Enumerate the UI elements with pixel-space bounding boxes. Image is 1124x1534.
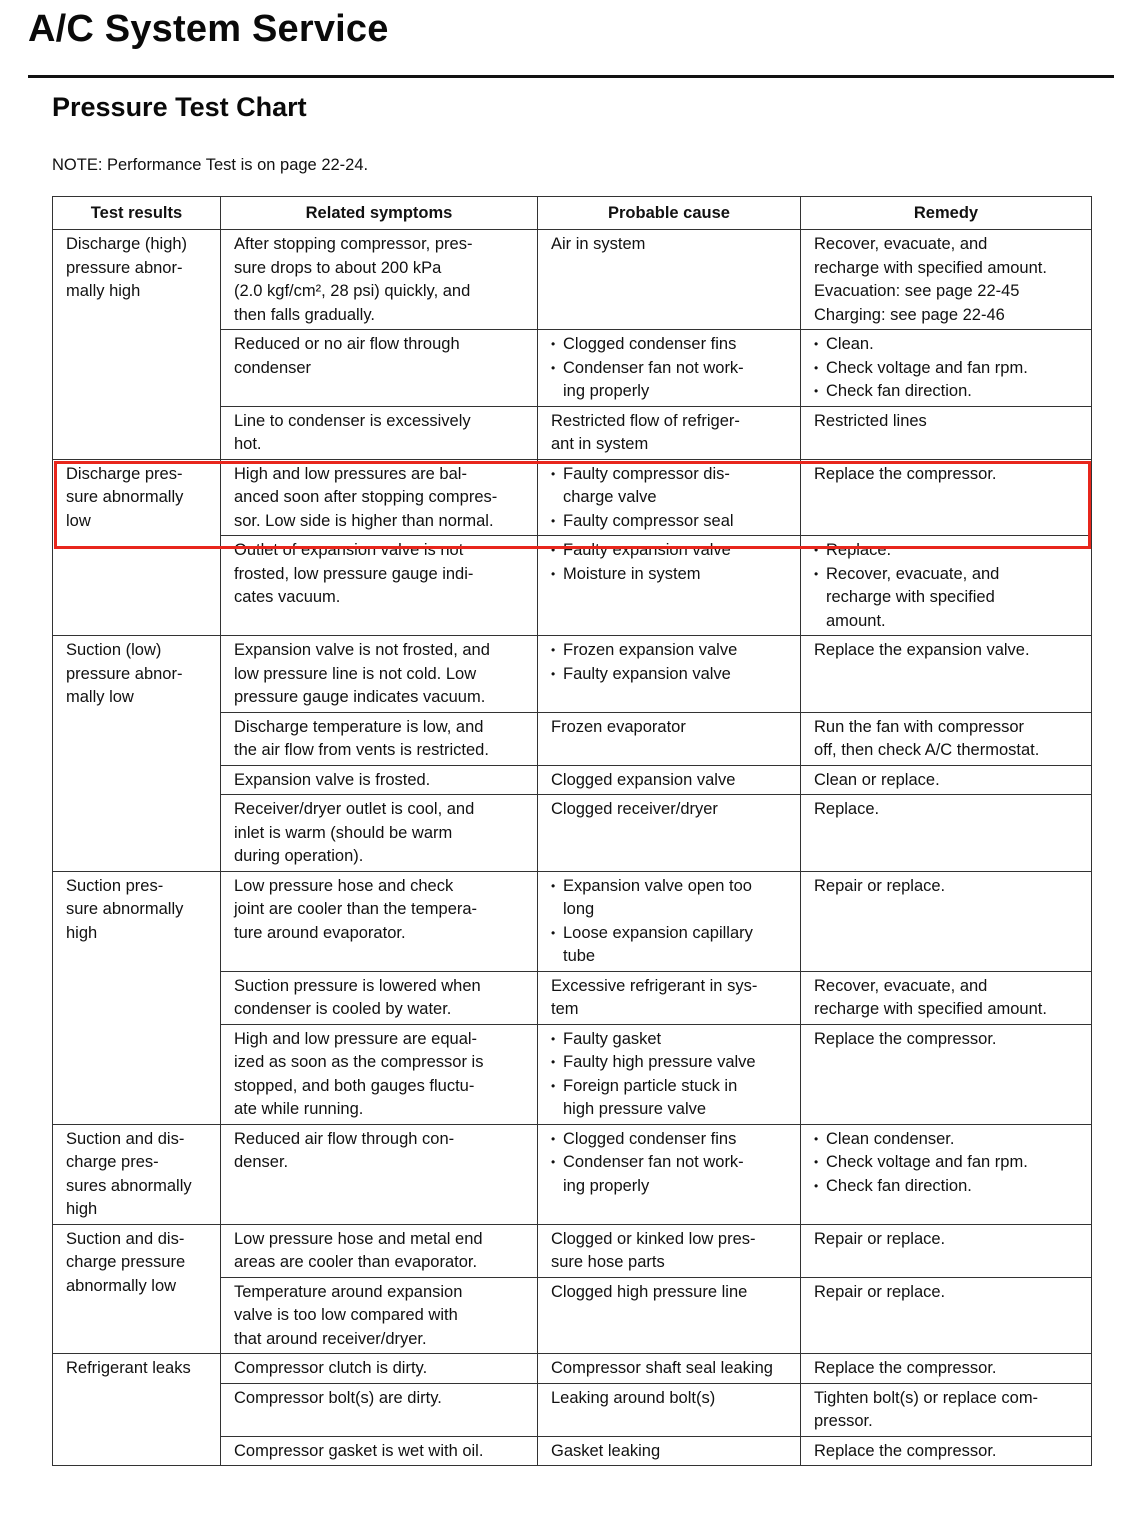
test-result-cell: Suction (low) pressure abnor- mally low [53,636,221,872]
symptom-cell: Expansion valve is not frosted, and low pressure line is not cold. Low pressure gauge indicates vacuum. [221,636,538,713]
bullet-item: • Faulty gasket [551,1028,788,1052]
remedy-cell [801,971,1092,1024]
symptom-cell: Compressor clutch is dirty. [221,1354,538,1384]
remedy-cell [801,765,1092,795]
column-header-related-symptoms: Related symptoms [221,197,538,230]
cell-text: Clean or replace. [814,770,940,789]
cell-text: Replace the compressor. [814,1029,997,1048]
remedy-cell [801,1354,1092,1384]
table-body [53,230,1092,1466]
table-row [53,230,1092,330]
cell-text: Leaking around bolt(s) [551,1388,716,1407]
column-header-remedy: Remedy [801,197,1092,230]
probable-cause-cell [538,1383,801,1436]
remedy-cell [801,636,1092,713]
symptom-cell: Discharge temperature is low, and the air flow from vents is restricted. [221,712,538,765]
symptom-cell: Compressor gasket is wet with oil. [221,1436,538,1466]
probable-cause-cell [538,230,801,330]
remedy-cell [801,330,1092,407]
remedy-cell [801,871,1092,971]
test-result-cell: Suction and dis- charge pres- sures abnormally high [53,1124,221,1224]
probable-cause-cell [538,1024,801,1124]
symptom-cell: Low pressure hose and metal end areas are cooler than evaporator. [221,1224,538,1277]
cell-text: Air in system [551,235,646,253]
test-result-cell: Refrigerant leaks [53,1354,221,1466]
bullet-item: • Check fan direction. [814,1175,1079,1199]
remedy-cell [801,536,1092,636]
bullet-item: • Faulty expansion valve [551,663,788,687]
bullet-item: • Clean. [814,333,1079,357]
pressure-test-table [52,196,1092,1466]
test-result-cell: Suction pres- sure abnormally high [53,871,221,1124]
remedy-cell [801,1124,1092,1224]
bullet-item: • Foreign particle stuck in high pressure valve [551,1075,788,1122]
cell-text: Tighten bolt(s) or replace com- pressor. [814,1388,1039,1430]
cell-text: Restricted flow of refriger- ant in system [551,411,740,453]
bullet-item: • Loose expansion capillary tube [551,922,788,969]
remedy-cell [801,1277,1092,1354]
probable-cause-cell [538,636,801,713]
bullet-item: • Expansion valve open too long [551,875,788,922]
symptom-cell: Compressor bolt(s) are dirty. [221,1383,538,1436]
symptom-cell: Temperature around expansion valve is too low compared with that around receiver/dryer. [221,1277,538,1354]
probable-cause-cell [538,1124,801,1224]
table-row [53,1354,1092,1384]
bullet-item: • Clean condenser. [814,1128,1079,1152]
symptom-cell: Suction pressure is lowered when condenser is cooled by water. [221,971,538,1024]
page-title: A/C System Service [28,8,389,50]
probable-cause-cell [538,871,801,971]
cell-text: Clogged expansion valve [551,770,736,789]
cell-text: Repair or replace. [814,1282,946,1301]
probable-cause-cell [538,536,801,636]
column-header-test-results: Test results [53,197,221,230]
remedy-cell [801,795,1092,872]
bullet-item: • Check voltage and fan rpm. [814,1151,1079,1175]
bullet-item: • Clogged condenser fins [551,1128,788,1152]
table-header-row [53,197,1092,230]
cell-text: Replace the expansion valve. [814,641,1030,659]
probable-cause-cell [538,1277,801,1354]
table-row [53,1224,1092,1277]
remedy-cell [801,1436,1092,1466]
cell-text: Run the fan with compressor off, then check A/C thermostat. [814,717,1040,759]
probable-cause-cell [538,712,801,765]
bullet-item: • Faulty compressor dis- charge valve [551,463,788,510]
symptom-cell: Receiver/dryer outlet is cool, and inlet is warm (should be warm during operation). [221,795,538,872]
remedy-cell [801,1383,1092,1436]
probable-cause-cell [538,1436,801,1466]
title-divider [28,75,1114,78]
cell-text: Frozen evaporator [551,717,686,736]
probable-cause-cell [538,459,801,536]
bullet-item: • Moisture in system [551,563,788,587]
remedy-cell [801,1224,1092,1277]
bullet-item: • Check voltage and fan rpm. [814,357,1079,381]
cell-text: Excessive refrigerant in sys- tem [551,976,758,1018]
cell-text: Replace the compressor. [814,1441,997,1460]
cell-text: Replace. [814,800,880,818]
symptom-cell: Expansion valve is frosted. [221,765,538,795]
probable-cause-cell [538,765,801,795]
symptom-cell: After stopping compressor, pres- sure drops to about 200 kPa (2.0 kgf/cm², 28 psi) quickly, and then falls gradually. [221,230,538,330]
table-row [53,636,1092,713]
probable-cause-cell [538,1354,801,1384]
cell-text: Replace the compressor. [814,1359,997,1377]
table-row [53,871,1092,971]
table-row [53,1124,1092,1224]
bullet-item: • Replace. [814,539,1079,563]
symptom-cell: High and low pressures are bal- anced soon after stopping compres- sor. Low side is higher than normal. [221,459,538,536]
symptom-cell: Low pressure hose and check joint are cooler than the tempera- ture around evaporator. [221,871,538,971]
bullet-item: • Faulty high pressure valve [551,1051,788,1075]
test-result-cell: Suction and dis- charge pressure abnormally low [53,1224,221,1354]
probable-cause-cell [538,795,801,872]
table-row [53,459,1092,536]
remedy-cell [801,1024,1092,1124]
symptom-cell: Line to condenser is excessively hot. [221,406,538,459]
bullet-item: • Frozen expansion valve [551,639,788,663]
symptom-cell: Reduced or no air flow through condenser [221,330,538,407]
symptom-cell: Outlet of expansion valve is not frosted, low pressure gauge indi- cates vacuum. [221,536,538,636]
cell-text: Replace the compressor. [814,464,997,483]
cell-text: Clogged receiver/dryer [551,800,718,818]
probable-cause-cell [538,330,801,407]
bullet-item: • Faulty compressor seal [551,510,788,534]
symptom-cell: High and low pressure are equal- ized as soon as the compressor is stopped, and both gauges fluctu- ate while running. [221,1024,538,1124]
bullet-item: • Recover, evacuate, and recharge with specified amount. [814,563,1079,634]
cell-text: Recover, evacuate, and recharge with specified amount. Evacuation: see page 22-45 Charging: see page 22-46 [814,235,1047,324]
bullet-item: • Faulty expansion valve [551,539,788,563]
cell-text: Gasket leaking [551,1441,661,1460]
cell-text: Restricted lines [814,411,927,430]
symptom-cell: Reduced air flow through con- denser. [221,1124,538,1224]
test-result-cell: Discharge pres- sure abnormally low [53,459,221,636]
remedy-cell [801,459,1092,536]
section-title: Pressure Test Chart [52,92,307,122]
cell-text: Clogged high pressure line [551,1282,748,1301]
cell-text: Clogged or kinked low pres- sure hose parts [551,1229,756,1271]
cell-text: Repair or replace. [814,1229,946,1248]
test-result-cell: Discharge (high) pressure abnor- mally high [53,230,221,460]
cell-text: Compressor shaft seal leaking [551,1359,773,1377]
column-header-probable-cause: Probable cause [538,197,801,230]
remedy-cell [801,712,1092,765]
probable-cause-cell [538,971,801,1024]
probable-cause-cell [538,1224,801,1277]
cell-text: Repair or replace. [814,876,946,895]
bullet-item: • Check fan direction. [814,380,1079,404]
cell-text: Recover, evacuate, and recharge with specified amount. [814,976,1047,1018]
performance-test-note: NOTE: Performance Test is on page 22-24. [52,156,369,174]
bullet-item: • Condenser fan not work- ing properly [551,357,788,404]
remedy-cell [801,406,1092,459]
remedy-cell [801,230,1092,330]
bullet-item: • Condenser fan not work- ing properly [551,1151,788,1198]
bullet-item: • Clogged condenser fins [551,333,788,357]
probable-cause-cell [538,406,801,459]
